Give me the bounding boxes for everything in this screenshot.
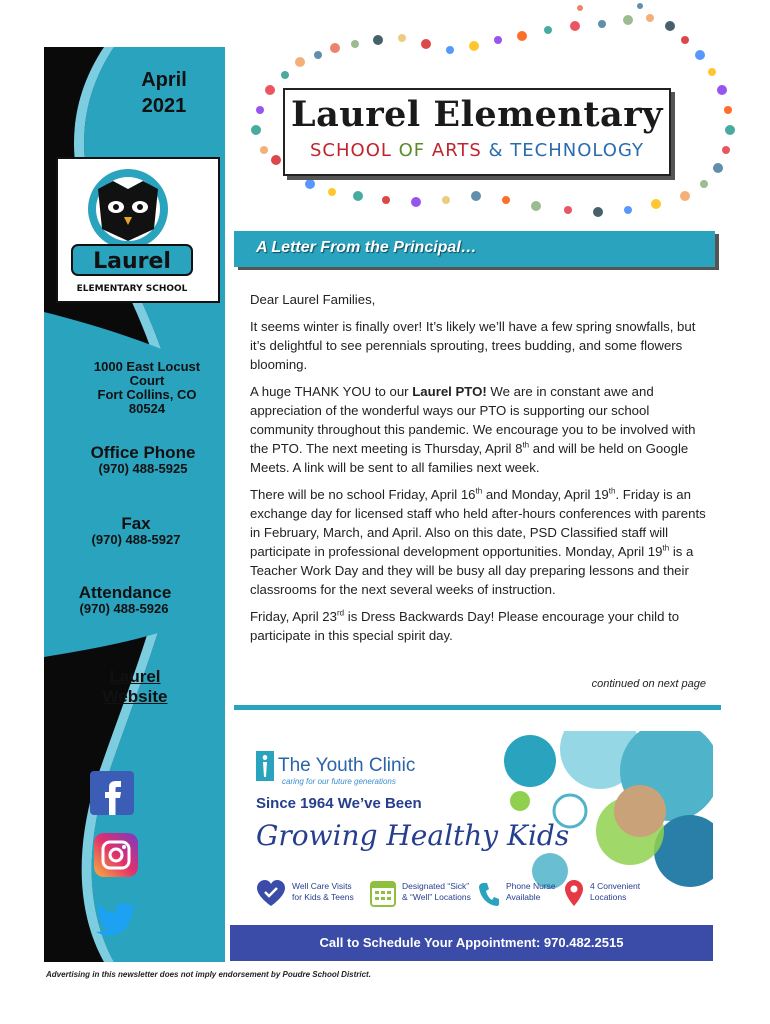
text-run: There will be no school Friday, April 16 — [250, 487, 476, 502]
heart-check-icon — [256, 879, 286, 909]
feature-locations-sick-well — [402, 881, 471, 903]
ad-brand: The Youth Clinic — [278, 755, 416, 776]
feature-line: Phone Nurse — [506, 881, 556, 891]
feature-well-care — [292, 881, 354, 903]
letter-paragraph — [250, 607, 712, 645]
letter-paragraph — [250, 382, 712, 477]
address-line: 1000 East Locust — [93, 359, 201, 374]
ad-tagline: caring for our future generations — [282, 777, 396, 786]
school-address — [82, 360, 212, 416]
text-run: is a Teacher Work Day and they will be busy all day preparing lessons and their classrooms for the next several weeks of instruction. — [250, 544, 694, 597]
subtitle-part: SCHOOL — [310, 140, 399, 161]
attendance-number[interactable]: (970) 488-5926 — [79, 601, 169, 616]
issue-month: April — [141, 69, 187, 91]
address-line: Fort Collins, CO — [97, 387, 197, 402]
subtitle-part: ARTS — [425, 140, 489, 161]
school-website-link[interactable] — [80, 667, 190, 707]
ad-cta-text: Call to Schedule Your Appointment: 970.482.2515 — [319, 935, 624, 950]
letter-paragraph — [250, 485, 712, 599]
text-run: Friday, April 23 — [250, 609, 337, 624]
letter-paragraph: It seems winter is finally over! It’s likely we’ll have a few spring snowfalls, but it’s delightful to see perennials sprouting, trees budding, and some flowers blooming. — [250, 319, 696, 372]
subtitle-part: & TECHNOLOGY — [488, 140, 644, 161]
feature-phone-nurse — [506, 881, 556, 903]
feature-line: 4 Convenient — [590, 881, 641, 891]
school-subtitle — [285, 140, 669, 161]
address-line: Court — [129, 373, 165, 388]
office-phone-number[interactable]: (970) 488-5925 — [98, 461, 188, 476]
twitter-icon[interactable] — [96, 903, 136, 942]
fax-label: Fax — [121, 514, 151, 533]
ordinal-suffix: th — [522, 440, 530, 450]
section-title: A Letter From the Principal… — [256, 239, 477, 256]
feature-line: Designated “Sick” — [402, 881, 470, 891]
text-run: is Dress Backwards Day! Please encourage your child to participate in this special spirit day. — [250, 609, 680, 643]
feature-line: for Kids & Teens — [292, 892, 354, 902]
principal-letter — [250, 290, 712, 653]
feature-convenient-locations — [590, 881, 640, 903]
feature-line: Available — [506, 892, 541, 902]
text-run: We are in constant awe and appreciation of the wonderful ways our PTO is supporting our school community throughout this pandemic. We encourage you to be involved with the PTO. The next meeting is Thursday, April 8 — [250, 384, 696, 456]
newsletter-title-box — [283, 88, 671, 176]
ad-call-to-action[interactable] — [230, 925, 713, 961]
pto-name: Laurel PTO! — [412, 384, 487, 399]
text-run: and will be held on Google Meets. A link will be sent to all families next week. — [250, 441, 689, 475]
fax-number: (970) 488-5927 — [91, 532, 181, 547]
feature-line: & “Well” Locations — [402, 892, 471, 902]
address-line: 80524 — [128, 401, 166, 416]
ad-disclaimer: Advertising in this newsletter does not imply endorsement by Poudre School District. — [46, 970, 371, 979]
divider — [234, 705, 721, 710]
text-run: . Friday is an exchange day for licensed staff who held after-hours conferences with parents in February, March, and April. Also on this date, PSD Classified staff will participate in professional development opportunities. Monday, April 19 — [250, 487, 706, 559]
feature-line: Locations — [590, 892, 627, 902]
calendar-icon — [370, 879, 396, 907]
ordinal-suffix: th — [608, 486, 616, 496]
logo-subtitle: ELEMENTARY SCHOOL — [76, 284, 188, 294]
issue-year: 2021 — [141, 95, 187, 117]
letter-greeting: Dear Laurel Families, — [250, 292, 376, 307]
ad-slogan: Growing Healthy Kids — [256, 819, 570, 852]
youth-clinic-ad[interactable] — [230, 731, 713, 961]
facebook-icon[interactable] — [90, 771, 134, 820]
sidebar — [44, 47, 225, 962]
ordinal-suffix: th — [662, 543, 670, 553]
map-pin-icon — [564, 879, 584, 907]
owl-logo-icon — [58, 159, 218, 301]
text-run: A huge THANK YOU to our — [250, 384, 413, 399]
ordinal-suffix: th — [475, 486, 483, 496]
website-link-line: Website — [102, 687, 168, 706]
school-title: Laurel Elementary — [290, 94, 664, 135]
logo-word: Laurel — [93, 249, 171, 274]
ad-headline: Since 1964 We’ve Been — [256, 795, 422, 812]
section-banner — [234, 231, 715, 267]
youth-clinic-logo-icon — [256, 751, 274, 781]
ordinal-suffix: rd — [336, 608, 345, 618]
school-logo — [56, 157, 220, 303]
attendance-label: Attendance — [78, 583, 172, 602]
continued-note: continued on next page — [591, 678, 706, 690]
office-phone-label: Office Phone — [90, 443, 196, 462]
text-run: and Monday, April 19 — [482, 487, 609, 502]
phone-icon — [478, 881, 500, 907]
instagram-icon[interactable] — [94, 833, 138, 882]
subtitle-part: OF — [398, 140, 426, 161]
feature-line: Well Care Visits — [292, 881, 352, 891]
website-link-line: Laurel — [109, 667, 161, 686]
